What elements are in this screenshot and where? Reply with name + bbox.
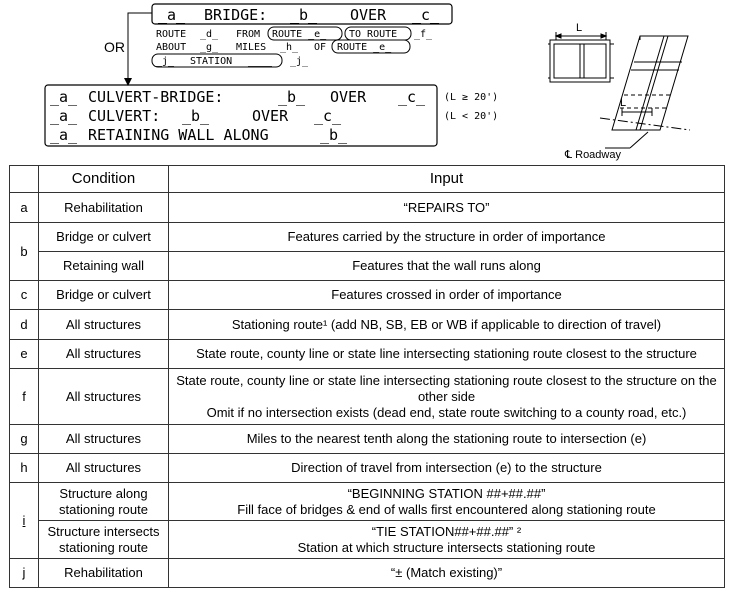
header-condition: Condition [39, 166, 169, 193]
about-label: ABOUT [156, 42, 187, 53]
row-condition: All structures [39, 454, 169, 483]
plan-dim-label: L [620, 97, 627, 109]
table-row [10, 454, 725, 483]
row-input: Direction of travel from intersection (e) to the structure [169, 454, 725, 483]
table-row [10, 252, 725, 281]
row-input-line: “TIE STATION##+##.##” ² [371, 523, 522, 539]
row-input: “REPAIRS TO” [169, 193, 725, 223]
row-condition: Bridge or culvert [39, 223, 169, 252]
route-to: TO ROUTE [349, 29, 398, 40]
station-j: _j_ [156, 56, 175, 67]
table-row [10, 281, 725, 310]
header-key [10, 166, 39, 193]
culvert-figure [548, 32, 690, 148]
table-row [10, 369, 725, 425]
cul-over: OVER [252, 107, 289, 125]
row-key: i [10, 483, 39, 559]
header-input: Input [169, 166, 725, 193]
row-condition: All structures [39, 369, 169, 425]
row-input [169, 521, 725, 559]
row-input: “± (Match existing)” [169, 559, 725, 588]
station-label: STATION [190, 56, 233, 67]
cb-text: CULVERT-BRIDGE: [88, 88, 224, 106]
table-row [10, 425, 725, 454]
cb-c: _c_ [398, 88, 426, 106]
rw-text: RETAINING WALL ALONG [88, 126, 269, 144]
row-input: Stationing route¹ (add NB, SB, EB or WB if applicable to direction of travel) [169, 310, 725, 340]
row-input: Features carried by the structure in order of importance [169, 223, 725, 252]
route-e: ROUTE _e_ [272, 29, 327, 40]
about-h: _h_ [280, 42, 299, 53]
table-row [10, 521, 725, 559]
line1-b: _b_ [290, 6, 318, 24]
culvert-dim-label: L [576, 22, 583, 34]
row-key: b [10, 223, 39, 281]
about-g: _g_ [200, 42, 219, 53]
table-row [10, 559, 725, 588]
rw-b: _b_ [320, 126, 348, 144]
row-input: Features crossed in order of importance [169, 281, 725, 310]
row-key: f [10, 369, 39, 425]
row-condition: Bridge or culvert [39, 281, 169, 310]
row-key: j [10, 559, 39, 588]
or-label: OR [104, 39, 125, 55]
line1-word2: OVER [350, 6, 387, 24]
row-input-line: Omit if no intersection exists (dead end, state route switching to a county road, etc.) [206, 404, 687, 420]
row-key: h [10, 454, 39, 483]
station-blank: ____ [248, 56, 273, 67]
table-row [10, 340, 725, 369]
about-of: OF [314, 42, 327, 53]
row-condition: All structures [39, 425, 169, 454]
route-from: FROM [236, 29, 261, 40]
table-row [10, 483, 725, 521]
station-j2: _j_ [290, 56, 309, 67]
cul-c: _c_ [314, 107, 342, 125]
cul-a: _a_ [50, 107, 78, 125]
about-miles: MILES [236, 42, 267, 53]
route-label: ROUTE [156, 29, 187, 40]
route-f: _f_ [414, 29, 433, 40]
row-condition: Structure along stationing route [39, 483, 169, 521]
line1-word1: BRIDGE: [204, 6, 268, 24]
row-input [169, 369, 725, 425]
cb-a: _a_ [50, 88, 78, 106]
cul-b: _b_ [182, 107, 210, 125]
row-condition: Rehabilitation [39, 559, 169, 588]
roadway-label: ℄ Roadway [565, 149, 621, 161]
row-condition: Rehabilitation [39, 193, 169, 223]
cb-b: _b_ [278, 88, 306, 106]
row-input-line: Fill face of bridges & end of walls first encountered along stationing route [237, 501, 656, 517]
row-input-line: Station at which structure intersects stationing route [297, 539, 596, 555]
cb-cond: (L ≥ 20') [444, 92, 499, 103]
table-header-row [10, 166, 725, 193]
about-route-e: ROUTE _e_ [337, 42, 392, 53]
row-condition: All structures [39, 310, 169, 340]
row-input [169, 483, 725, 521]
row-input-line: “BEGINNING STATION ##+##.##” [347, 485, 546, 501]
row-condition: Structure intersects stationing route [39, 521, 169, 559]
row-condition: Retaining wall [39, 252, 169, 281]
row-key: d [10, 310, 39, 340]
row-input: Miles to the nearest tenth along the stationing route to intersection (e) [169, 425, 725, 454]
route-d: _d_ [200, 29, 219, 40]
row-key: c [10, 281, 39, 310]
input-table [9, 165, 725, 588]
table-row [10, 223, 725, 252]
line1-a: _a_ [158, 6, 186, 24]
cul-text: CULVERT: [88, 107, 161, 125]
row-key: e [10, 340, 39, 369]
naming-template-diagram [0, 0, 742, 165]
row-key: a [10, 193, 39, 223]
table-row [10, 310, 725, 340]
cul-cond: (L < 20') [444, 111, 499, 122]
row-input: Features that the wall runs along [169, 252, 725, 281]
row-input: State route, county line or state line intersecting stationing route closest to the structure [169, 340, 725, 369]
rw-a: _a_ [50, 126, 78, 144]
row-key: g [10, 425, 39, 454]
row-condition: All structures [39, 340, 169, 369]
row-input-line: State route, county line or state line intersecting stationing route closest to the structure on the other side [176, 372, 717, 404]
table-row [10, 193, 725, 223]
cb-over: OVER [330, 88, 367, 106]
line1-c: _c_ [412, 6, 440, 24]
